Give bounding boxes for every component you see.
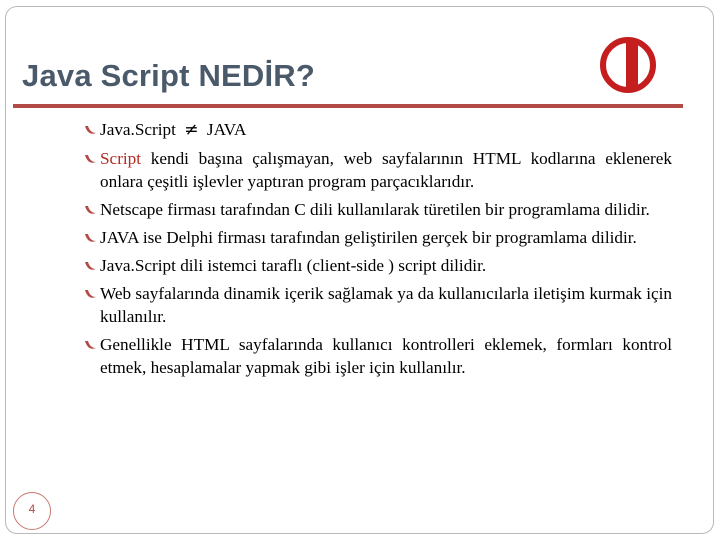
bullet-item [84,147,672,193]
bullet-text: JAVA [202,120,247,139]
page-number-badge [13,492,51,530]
bullet-swoosh-icon [84,148,97,168]
bullet-text: Netscape firması tarafından C dili kullanılarak türetilen bir programlama dilidir. [100,200,650,219]
bullet-text: kendi başına çalışmayan, web sayfalarının HTML kodlarına eklenerek onlara çeşitli işlevler yaptıran program parçacıklarıdır. [100,149,672,191]
slide-title: Java Script NEDİR? [22,58,316,93]
bullet-item [84,333,672,379]
bullet-text: JAVA ise Delphi firması tarafından geliştirilen gerçek bir programlama dilidir. [100,228,637,247]
bullet-swoosh-icon [84,255,97,275]
bullet-swoosh-icon [84,334,97,354]
bullet-item [84,198,672,221]
bullet-swoosh-icon [84,227,97,247]
page-number: 4 [28,502,36,516]
bullet-text: Java.Script [100,120,181,139]
highlighted-term: Script [100,149,142,168]
bullet-text: Java.Script dili istemci taraflı (client-side ) script dilidir. [100,256,487,275]
odtu-logo [596,33,660,97]
bullet-text: Web sayfalarında dinamik içerik sağlamak ya da kullanıcılarla iletişim kurmak için kullanılır. [100,284,672,326]
not-equal-symbol: ≠ [184,120,199,140]
bullet-swoosh-icon [84,119,97,139]
bullet-item [84,254,672,277]
bullet-item [84,118,672,142]
bullet-item [84,282,672,328]
bullet-item [84,226,672,249]
bullet-list [84,118,672,384]
bullet-swoosh-icon [84,283,97,303]
title-underline [13,104,683,108]
bullet-text: Genellikle HTML sayfalarında kullanıcı kontrolleri eklemek, formları kontrol etmek, hesaplamalar yapmak gibi işler için kullanılır. [100,335,672,377]
bullet-swoosh-icon [84,199,97,219]
